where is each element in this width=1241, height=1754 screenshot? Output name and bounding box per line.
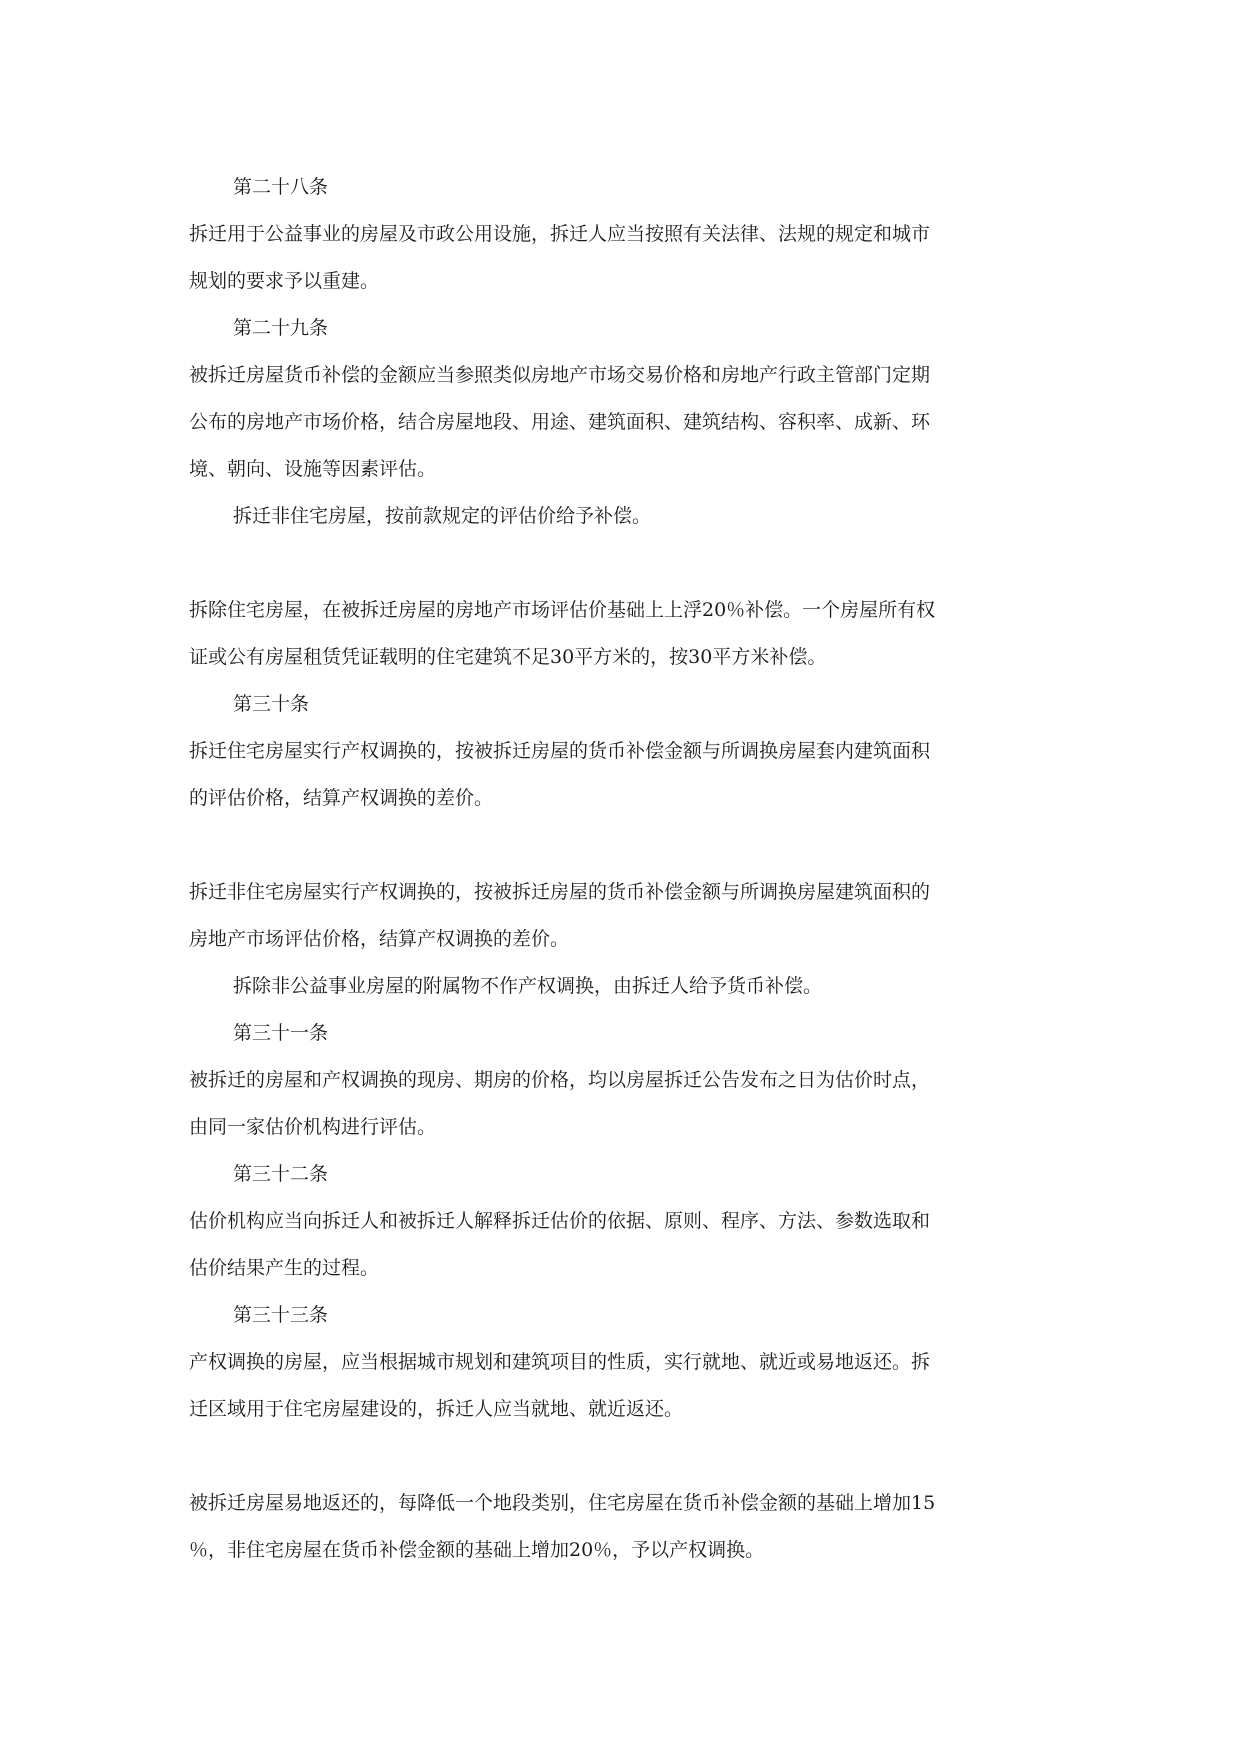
article-31-p1-line-2: 由同一家估价机构进行评估。 bbox=[189, 1116, 437, 1138]
article-30-p1-line-2: 的评估价格，结算产权调换的差价。 bbox=[189, 787, 494, 809]
article-31-heading: 第三十一条 bbox=[233, 1022, 329, 1044]
article-30-heading: 第三十条 bbox=[233, 693, 310, 715]
article-32-p1-line-2: 估价结果产生的过程。 bbox=[189, 1257, 380, 1279]
article-32-p1-line-1: 估价机构应当向拆迁人和被拆迁人解释拆迁估价的依据、原则、程序、方法、参数选取和 bbox=[189, 1210, 931, 1232]
article-30-p2-line-2: 房地产市场评估价格，结算产权调换的差价。 bbox=[189, 928, 570, 950]
article-32-heading: 第三十二条 bbox=[233, 1163, 329, 1185]
article-29-p3-line-1: 拆除住宅房屋，在被拆迁房屋的房地产市场评估价基础上上浮20％补偿。一个房屋所有权 bbox=[189, 599, 936, 621]
paragraph-spacer bbox=[189, 540, 1051, 587]
article-29-p1-line-3: 境、朝向、设施等因素评估。 bbox=[189, 458, 437, 480]
article-29-p1-line-1: 被拆迁房屋货币补偿的金额应当参照类似房地产市场交易价格和房地产行政主管部门定期 bbox=[189, 364, 931, 386]
article-33-p1-line-1: 产权调换的房屋，应当根据城市规划和建筑项目的性质，实行就地、就近或易地返还。拆 bbox=[189, 1351, 931, 1373]
paragraph-spacer bbox=[189, 822, 1051, 869]
article-33-heading: 第三十三条 bbox=[233, 1304, 329, 1326]
article-33-p1-line-2: 迁区域用于住宅房屋建设的，拆迁人应当就地、就近返还。 bbox=[189, 1398, 684, 1420]
paragraph-spacer bbox=[189, 1433, 1051, 1480]
article-29-p2: 拆迁非住宅房屋，按前款规定的评估价给予补偿。 bbox=[233, 505, 652, 527]
article-31-p1-line-1: 被拆迁的房屋和产权调换的现房、期房的价格，均以房屋拆迁公告发布之日为估价时点， bbox=[189, 1069, 931, 1091]
article-29-heading: 第二十九条 bbox=[233, 317, 329, 339]
article-33-p2-line-2: ％，非住宅房屋在货币补偿金额的基础上增加20％，予以产权调换。 bbox=[189, 1539, 765, 1561]
article-33-p2-line-1: 被拆迁房屋易地返还的，每降低一个地段类别，住宅房屋在货币补偿金额的基础上增加15 bbox=[189, 1492, 936, 1514]
document-page bbox=[189, 164, 1051, 1574]
article-28-p1-line-2: 规划的要求予以重建。 bbox=[189, 270, 380, 292]
article-30-p2-line-1: 拆迁非住宅房屋实行产权调换的，按被拆迁房屋的货币补偿金额与所调换房屋建筑面积的 bbox=[189, 881, 931, 903]
article-28-p1-line-1: 拆迁用于公益事业的房屋及市政公用设施，拆迁人应当按照有关法律、法规的规定和城市 bbox=[189, 223, 931, 245]
article-29-p3-line-2: 证或公有房屋租赁凭证载明的住宅建筑不足30平方米的，按30平方米补偿。 bbox=[189, 646, 827, 668]
article-30-p1-line-1: 拆迁住宅房屋实行产权调换的，按被拆迁房屋的货币补偿金额与所调换房屋套内建筑面积 bbox=[189, 740, 931, 762]
article-28-heading: 第二十八条 bbox=[233, 176, 329, 198]
article-30-p3: 拆除非公益事业房屋的附属物不作产权调换，由拆迁人给予货币补偿。 bbox=[233, 975, 823, 997]
article-29-p1-line-2: 公布的房地产市场价格，结合房屋地段、用途、建筑面积、建筑结构、容积率、成新、环 bbox=[189, 411, 931, 433]
